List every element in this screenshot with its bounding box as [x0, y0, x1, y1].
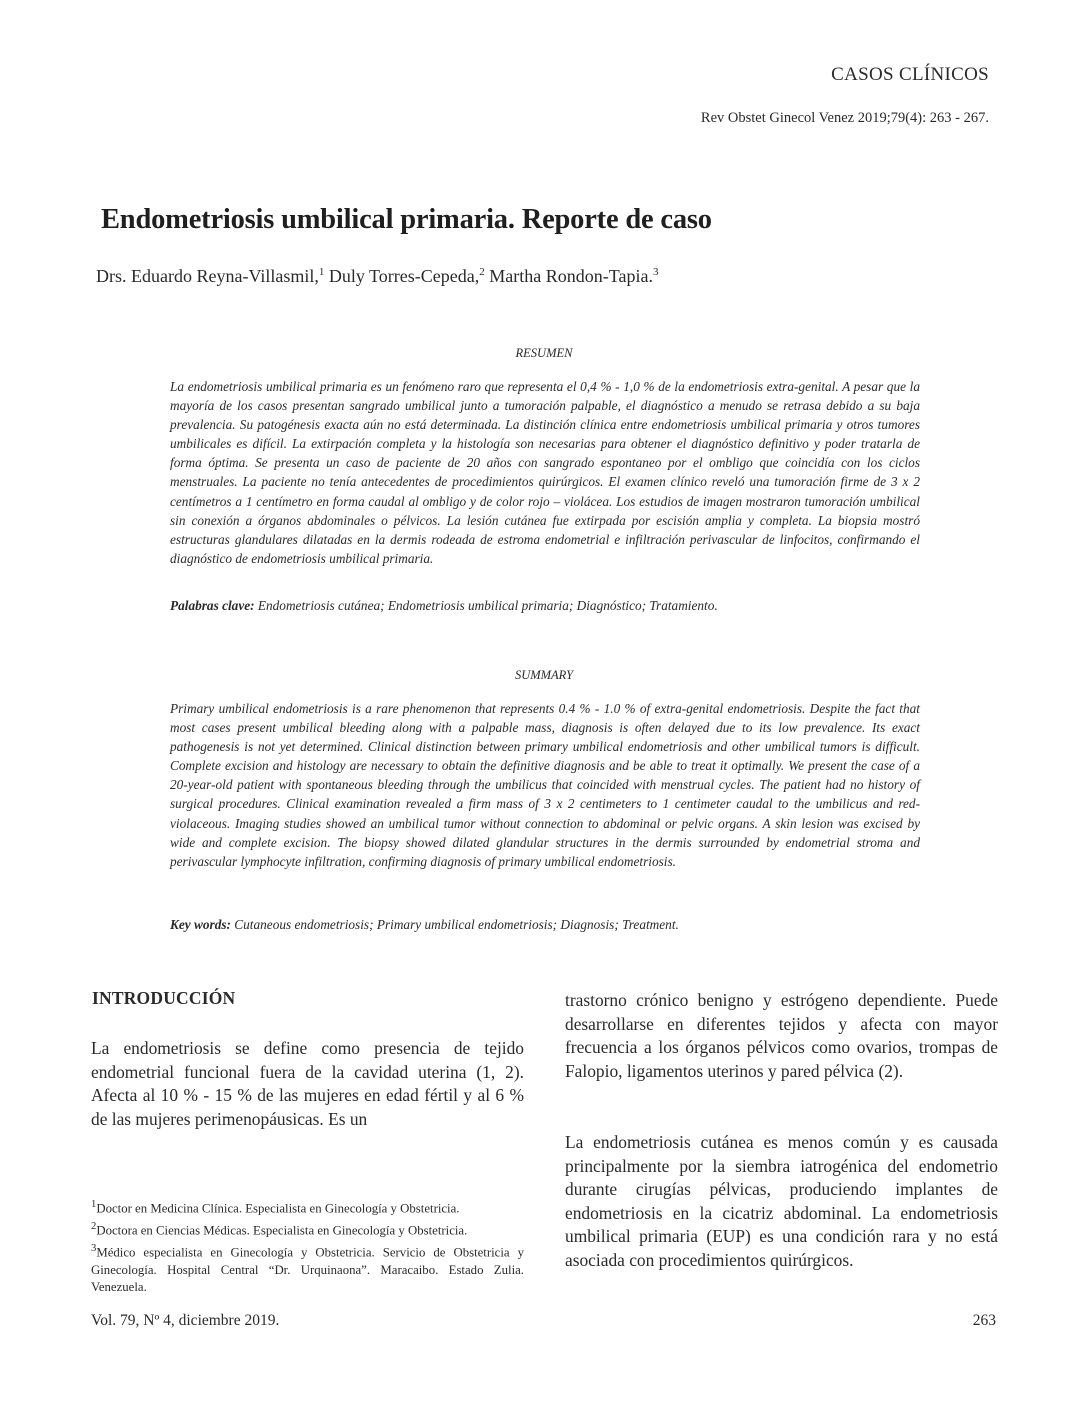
footnote-mark: 1: [91, 1199, 97, 1210]
resumen-keywords: [170, 598, 930, 614]
body-paragraph: La endometriosis cutánea es menos común y es causada principalmente por la siembra iatrogénica del endometrio durante cirugías pélvicas, produciendo implantes de endometriosis en la cicatriz abdominal. La endometriosis umbilical primaria (EUP) es una condición rara y no está asociada con procedimientos quirúrgicos.: [565, 1132, 998, 1270]
footnote-text: Doctor en Medicina Clínica. Especialista en Ginecología y Obstetricia.: [96, 1201, 460, 1216]
keywords-label: Key words:: [170, 917, 231, 932]
introduction-heading: INTRODUCCIÓN: [92, 988, 236, 1008]
author-affiliation-mark: 3: [652, 266, 659, 278]
summary-heading: SUMMARY: [514, 668, 574, 682]
body-paragraph: trastorno crónico benigno y estrógeno dependiente. Puede desarrollarse en diferentes tejidos y afecta con mayor frecuencia a los órganos pélvicos como ovarios, trompas de Falopio, ligamentos uterinos y pared pélvica (2).: [565, 990, 998, 1081]
footnote-mark: 3: [91, 1242, 97, 1254]
keywords-label: Palabras clave:: [170, 598, 255, 613]
summary-keywords: [170, 917, 930, 933]
footnote-text: Doctora en Ciencias Médicas. Especialista en Ginecología y Obstetricia.: [96, 1223, 468, 1238]
keywords-list: Endometriosis cutánea; Endometriosis umbilical primaria; Diagnóstico; Tratamiento.: [254, 598, 718, 613]
resumen-heading: RESUMEN: [515, 346, 573, 360]
author-name: Drs. Eduardo Reyna-Villasmil,: [96, 266, 319, 286]
author-affiliation-mark: 1: [318, 266, 325, 278]
page-number: 263: [972, 1312, 996, 1329]
footnote-mark: 2: [91, 1220, 97, 1232]
author-list: [96, 266, 658, 287]
keywords-list: Cutaneous endometriosis; Primary umbilical endometriosis; Diagnosis; Treatment.: [230, 917, 679, 932]
author-name: Duly Torres-Cepeda,: [324, 266, 480, 286]
author-name: Martha Rondon-Tapia.: [484, 266, 653, 286]
volume-info: Vol. 79, Nº 4, diciembre 2019.: [91, 1312, 280, 1329]
journal-citation: Rev Obstet Ginecol Venez 2019;79(4): 263 - 267.: [700, 110, 989, 126]
footnote: [91, 1218, 524, 1240]
footnote: [91, 1196, 524, 1218]
footnote-text: Médico especialista en Ginecología y Obstetricia. Servicio de Obstetricia y Ginecología. Hospital Central “Dr. Urquinaona”. Maracaibo. Estado Zulia. Venezuela.: [91, 1244, 524, 1295]
affiliation-footnotes: [91, 1196, 524, 1297]
resumen-text: La endometriosis umbilical primaria es un fenómeno raro que representa el 0,4 % - 1,0 % de la endometriosis extra-genital. A pesar que la mayoría de los casos presentan sangrado umbilical junto a tumoración palpable, el diagnóstico a menudo se retrasa debido a su baja prevalencia. Su patogénesis exacta aún no está determinada. La distinción clínica entre endometriosis umbilical primaria y otros tumores umbilicales es difícil. La extirpación completa y la histología son necesarias para obtener el diagnóstico definitivo y poder tratarla de forma óptima. Se presenta un caso de paciente de 20 años con sangrado espontaneo por el ombligo que coincidía con los ciclos menstruales. La paciente no tenía antecedentes de procedimientos quirúrgicos. El examen clínico reveló una tumoración firme de 3 x 2 centímetros a 1 centímetro en forma caudal al ombligo y de color rojo – violácea. Los estudios de imagen mostraron tumoración umbilical sin conexión a órganos abdominales o pélvicos. La lesión cutánea fue extirpada por escisión amplia y completa. La biopsia mostró estructuras glandulares dilatadas en la dermis rodeada de estroma endometrial e infiltración perivascular de linfocitos, confirmando el diagnóstico de endometriosis umbilical primaria.: [170, 379, 920, 566]
article-title: Endometriosis umbilical primaria. Reporte de caso: [101, 204, 712, 235]
author-affiliation-mark: 2: [479, 266, 485, 278]
summary-text: Primary umbilical endometriosis is a rare phenomenon that represents 0.4 % - 1.0 % of extra-genital endometriosis. Despite the fact that most cases present umbilical bleeding along with a palpable mass, diagnosis is often delayed due to its low prevalence. Its exact pathogenesis is not yet determined. Clinical distinction between primary umbilical endometriosis and other umbilical tumors is difficult. Complete excision and histology are necessary to obtain the definitive diagnosis and be able to treat it optimally. We present the case of a 20-year-old patient with spontaneous bleeding through the umbilicus that coincided with menstrual cycles. The patient had no history of surgical procedures. Clinical examination revealed a firm mass of 3 x 2 centimeters to 1 centimeter caudal to the umbilicus and red-violaceous. Imaging studies showed an umbilical tumor without connection to abdominal or pelvic organs. A skin lesion was excised by wide and complete excision. The biopsy showed dilated glandular structures in the dermis surrounded by endometrial stroma and perivascular lymphocyte infiltration, confirming diagnosis of primary umbilical endometriosis.: [170, 701, 920, 869]
intro-paragraph: La endometriosis se define como presencia de tejido endometrial funcional fuera de la cavidad uterina (1, 2). Afecta al 10 % - 15 % de las mujeres en edad fértil y al 6 % de las mujeres perimenopáusicas. Es un: [91, 1038, 524, 1129]
section-label: CASOS CLÍNICOS: [831, 64, 989, 85]
footnote: [91, 1240, 524, 1297]
